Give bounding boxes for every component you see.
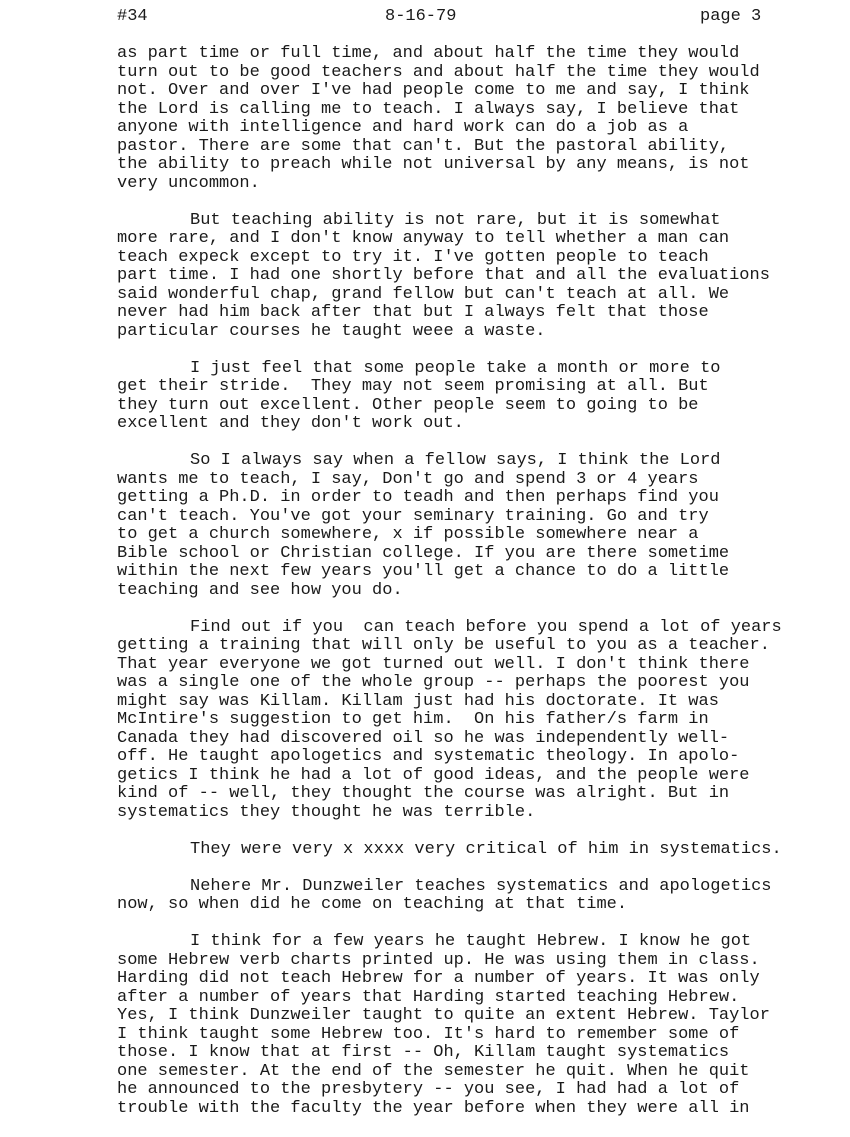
text-line: get their stride. They may not seem promising at all. But	[117, 377, 709, 396]
text-line: not. Over and over I've had people come to me and say, I think	[117, 81, 750, 100]
text-line: can't teach. You've got your seminary training. Go and try	[117, 506, 709, 526]
text-line: I think taught some Hebrew too. It's hard to remember some of	[117, 1024, 740, 1044]
text-line: So I always say when a fellow says, I think the Lord	[190, 451, 721, 470]
text-line: he announced to the presbytery -- you see, I had had a lot of	[117, 1080, 740, 1099]
text-line: off. He taught apologetics and systematic theology. In apolo-	[117, 747, 740, 766]
text-line: anyone with intelligence and hard work can do a job as a	[117, 118, 689, 137]
text-line: as part time or full time, and about half the time they would	[117, 44, 740, 63]
text-line: Find out if you can teach before you spend a lot of years	[190, 617, 782, 637]
text-line: getting a training that will only be useful to you as a teacher.	[117, 636, 770, 655]
text-line: They were very x xxxx very critical of him in systematics.	[190, 839, 782, 859]
text-line: part time. I had one shortly before that and all the evaluations	[117, 266, 770, 285]
text-line: more rare, and I don't know anyway to tell whether a man can	[117, 229, 730, 248]
text-line: within the next few years you'll get a chance to do a little	[117, 562, 730, 581]
text-line: said wonderful chap, grand fellow but can't teach at all. We	[117, 284, 730, 304]
text-line: Nehere Mr. Dunzweiler teaches systematics and apologetics	[190, 876, 772, 896]
text-line: some Hebrew verb charts printed up. He was using them in class.	[117, 950, 760, 970]
text-line: trouble with the faculty the year before when they were all in	[117, 1098, 750, 1118]
document-date: 8-16-79	[385, 7, 457, 26]
paragraph	[117, 212, 817, 342]
text-line: particular courses he taught weee a waste.	[117, 321, 546, 341]
text-line: McIntire's suggestion to get him. On his father/s farm in	[117, 710, 709, 729]
text-line: teaching and see how you do.	[117, 580, 403, 600]
text-line: those. I know that at first -- Oh, Killam taught systematics	[117, 1043, 730, 1062]
text-line: kind of -- well, they thought the course was alright. But in	[117, 784, 730, 803]
text-line: was a single one of the whole group -- perhaps the poorest you	[117, 673, 750, 692]
text-line: I just feel that some people take a month or more to	[190, 358, 721, 378]
paragraph	[117, 878, 817, 915]
text-line: Bible school or Christian college. If you are there sometime	[117, 543, 730, 563]
transcript-body	[117, 45, 817, 1137]
text-line: the ability to preach while not universal by any means, is not	[117, 155, 750, 174]
paragraph	[117, 452, 817, 600]
paragraph	[117, 45, 817, 193]
text-line: pastor. There are some that can't. But the pastoral ability,	[117, 136, 730, 156]
text-line: getting a Ph.D. in order to teadh and then perhaps find you	[117, 488, 719, 507]
text-line: never had him back after that but I always felt that those	[117, 303, 709, 322]
text-line: turn out to be good teachers and about half the time they would	[117, 62, 760, 82]
text-line: teach expeck except to try it. I've gotten people to teach	[117, 247, 709, 267]
document-number: #34	[117, 7, 148, 26]
paragraph	[117, 360, 817, 434]
text-line: I think for a few years he taught Hebrew. I know he got	[190, 932, 752, 951]
text-line: Harding did not teach Hebrew for a number of years. It was only	[117, 969, 760, 988]
text-line: now, so when did he come on teaching at that time.	[117, 895, 628, 914]
paragraph	[117, 619, 817, 823]
text-line: one semester. At the end of the semester he quit. When he quit	[117, 1061, 750, 1081]
text-line: might say was Killam. Killam just had his doctorate. It was	[117, 691, 719, 711]
text-line: wants me to teach, I say, Don't go and spend 3 or 4 years	[117, 469, 699, 489]
text-line: excellent and they don't work out.	[117, 414, 464, 433]
text-line: to get a church somewhere, x if possible somewhere near a	[117, 525, 699, 544]
text-line: systematics they thought he was terrible.	[117, 802, 536, 822]
text-line: getics I think he had a lot of good ideas, and the people were	[117, 765, 750, 785]
text-line: after a number of years that Harding started teaching Hebrew.	[117, 987, 740, 1007]
text-line: very uncommon.	[117, 173, 260, 193]
paragraph	[117, 933, 817, 1118]
text-line: the Lord is calling me to teach. I always say, I believe that	[117, 99, 740, 119]
paragraph	[117, 841, 817, 860]
text-line: But teaching ability is not rare, but it is somewhat	[190, 210, 721, 230]
text-line: That year everyone we got turned out well. I don't think there	[117, 654, 750, 674]
text-line: they turn out excellent. Other people seem to going to be	[117, 395, 699, 415]
page-number: page 3	[700, 7, 762, 26]
text-line: Canada they had discovered oil so he was independently well-	[117, 728, 730, 748]
text-line: Yes, I think Dunzweiler taught to quite an extent Hebrew. Taylor	[117, 1006, 770, 1025]
